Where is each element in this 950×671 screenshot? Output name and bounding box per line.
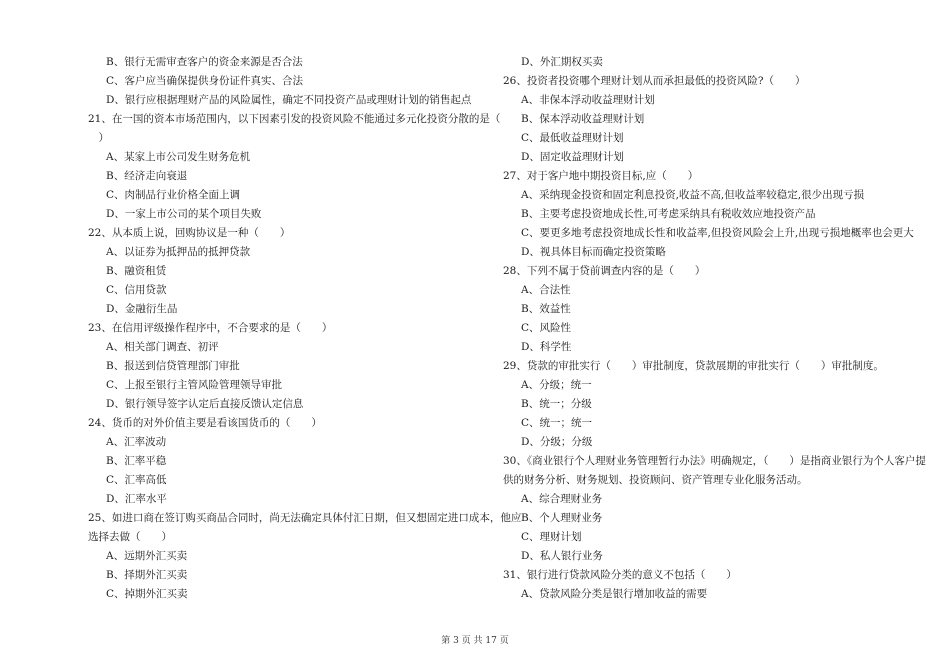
answer-option: B、主要考虑投资地成长性,可考虑采纳具有税收效应地投资产品	[521, 208, 816, 220]
answer-option: A、汇率波动	[106, 436, 167, 448]
answer-option: D、固定收益理财计划	[521, 151, 624, 163]
answer-option: C、信用贷款	[106, 284, 167, 296]
question-text: 23、在信用评级操作程序中，不合要求的是（ ）	[88, 322, 333, 334]
question-text: 27、对于客户地中期投资目标,应（ ）	[503, 170, 699, 182]
question-text: 28、下列不属于贷前调查内容的是（ ）	[503, 265, 706, 277]
question-text: 29、贷款的审批实行（ ）审批制度，贷款展期的审批实行（ ）审批制度。	[503, 360, 884, 372]
answer-option: D、汇率水平	[106, 493, 167, 505]
answer-option: A、相关部门调查、初评	[106, 341, 219, 353]
left-column	[88, 53, 522, 604]
question-text: 31、银行进行贷款风险分类的意义不包括（ ）	[503, 569, 737, 581]
answer-option: D、金融衍生品	[106, 303, 178, 315]
answer-option: D、外汇期权买卖	[521, 56, 603, 68]
answer-option: B、融资租赁	[106, 265, 167, 277]
answer-option: A、某家上市公司发生财务危机	[106, 151, 251, 163]
answer-option: B、个人理财业务	[521, 512, 603, 524]
answer-option: C、最低收益理财计划	[521, 132, 624, 144]
answer-option: A、贷款风险分类是银行增加收益的需要	[521, 588, 708, 600]
question-text: 30、《商业银行个人理财业务管理暂行办法》明确规定，（ ）是指商业银行为个人客户提	[503, 455, 926, 467]
question-continuation: 选择去做（ ）	[88, 531, 172, 543]
answer-option: A、以证券为抵押品的抵押贷款	[106, 246, 251, 258]
answer-option: A、非保本浮动收益理财计划	[521, 94, 655, 106]
answer-option: B、效益性	[521, 303, 571, 315]
right-column	[503, 53, 926, 604]
question-continuation: ）	[88, 132, 109, 144]
answer-option: C、统一；统一	[521, 417, 593, 429]
answer-option: C、要更多地考虑投资地成长性和收益率,但投资风险会上升,出现亏损地概率也会更大	[521, 227, 914, 239]
page-footer: 第 3 页 共 17 页	[441, 636, 509, 646]
question-continuation: 供的财务分析、财务规划、投资顾问、资产管理专业化服务活动。	[503, 474, 808, 486]
answer-option: B、保本浮动收益理财计划	[521, 113, 645, 125]
answer-option: D、一家上市公司的某个项目失败	[106, 208, 262, 220]
answer-option: B、报送到信贷管理部门审批	[106, 360, 240, 372]
answer-option: D、银行应根据理财产品的风险属性，确定不同投资产品或理财计划的销售起点	[106, 94, 472, 106]
answer-option: A、综合理财业务	[521, 493, 603, 505]
answer-option: D、视具体目标而确定投资策略	[521, 246, 666, 258]
answer-option: D、银行领导签字认定后直接反馈认定信息	[106, 398, 304, 410]
answer-option: C、客户应当确保提供身份证件真实、合法	[106, 75, 304, 87]
question-text: 26、投资者投资哪个理财计划从而承担最低的投资风险?（ ）	[503, 75, 806, 87]
answer-option: B、银行无需审查客户的资金来源是否合法	[106, 56, 303, 68]
answer-option: C、掉期外汇买卖	[106, 588, 188, 600]
question-text: 24、货币的对外价值主要是看该国货币的（ ）	[88, 417, 322, 429]
answer-option: A、采纳现金投资和固定利息投资,收益不高,但收益率较稳定,很少出现亏损	[521, 189, 865, 201]
answer-option: C、肉制品行业价格全面上调	[106, 189, 241, 201]
answer-option: B、择期外汇买卖	[106, 569, 188, 581]
answer-option: A、合法性	[521, 284, 571, 296]
answer-option: C、理财计划	[521, 531, 582, 543]
answer-option: C、风险性	[521, 322, 572, 334]
answer-option: A、分级；统一	[521, 379, 592, 391]
answer-option: D、科学性	[521, 341, 572, 353]
answer-option: D、私人银行业务	[521, 550, 603, 562]
question-text: 22、从本质上说，回购协议是一种（ ）	[88, 227, 291, 239]
answer-option: C、上报至银行主管风险管理领导审批	[106, 379, 283, 391]
answer-option: C、汇率高低	[106, 474, 167, 486]
answer-option: A、远期外汇买卖	[106, 550, 188, 562]
answer-option: B、汇率平稳	[106, 455, 167, 467]
question-text: 21、在一国的资本市场范围内，以下因素引发的投资风险不能通过多元化投资分散的是（	[88, 113, 501, 125]
answer-option: D、分级；分级	[521, 436, 593, 448]
question-text: 25、如进口商在签订购买商品合同时，尚无法确定具体付汇日期，但又想固定进口成本，他应	[88, 512, 522, 524]
answer-option: B、经济走向衰退	[106, 170, 188, 182]
answer-option: B、统一；分级	[521, 398, 592, 410]
